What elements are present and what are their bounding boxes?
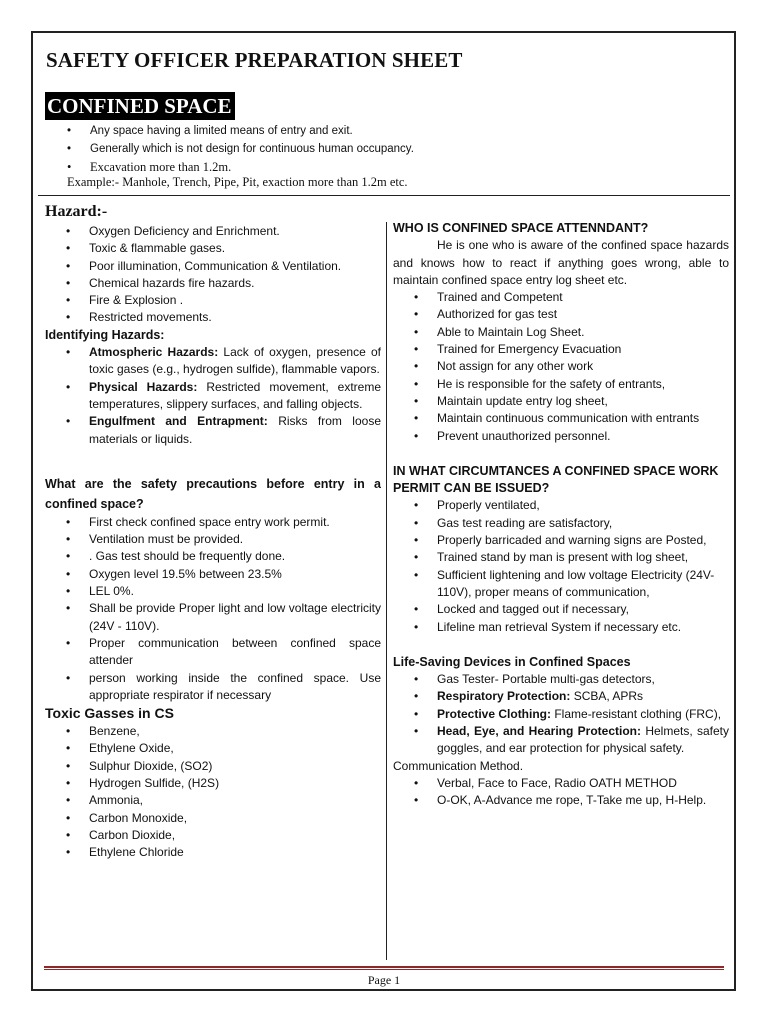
- left-column: [45, 202, 381, 862]
- item-text: Restricted movement, extreme temperatures, slippery surfaces, and falling objects.: [89, 379, 381, 411]
- list-item: • Able to Maintain Log Sheet.: [437, 324, 729, 341]
- list-item: • Locked and tagged out if necessary,: [437, 601, 729, 618]
- list-item: • Authorized for gas test: [437, 306, 729, 323]
- page-number: Page 1: [367, 973, 401, 987]
- item-label: Physical Hazards:: [89, 379, 198, 394]
- confined-space-definition-list: [90, 122, 690, 176]
- toxic-gasses-list: [45, 723, 381, 861]
- communication-heading: Communication Method.: [393, 758, 524, 773]
- list-item: [437, 723, 729, 758]
- list-item: • Hydrogen Sulfide, (H2S): [89, 775, 381, 792]
- list-item: • Ammonia,: [89, 792, 381, 809]
- attendant-heading: WHO IS CONFINED SPACE ATTENNDANT?: [393, 221, 649, 235]
- list-item: • Proper communication between confined space attender: [89, 635, 381, 670]
- confined-space-heading: CONFINED SPACE: [45, 92, 235, 120]
- item-text: Gas Tester- Portable multi-gas detectors,: [437, 672, 655, 687]
- precautions-list: [45, 514, 381, 704]
- permit-heading: IN WHAT CIRCUMTANCES A CONFINED SPACE WORK PERMIT CAN BE ISSUED?: [393, 463, 719, 496]
- item-text: SCBA, APRs: [570, 689, 644, 704]
- hazard-list: [45, 223, 381, 327]
- list-item: • Carbon Monoxide,: [89, 810, 381, 827]
- list-item: • Carbon Dioxide,: [89, 827, 381, 844]
- list-item: • Trained stand by man is present with log sheet,: [437, 549, 729, 566]
- list-item: [89, 379, 381, 414]
- list-item: • Gas test reading are satisfactory,: [437, 515, 729, 532]
- list-item: • Ethylene Chloride: [89, 844, 381, 861]
- list-item: • Maintain update entry log sheet,: [437, 393, 729, 410]
- item-text: Risks from loose materials or liquids.: [89, 414, 381, 446]
- list-item: • Oxygen level 19.5% between 23.5%: [89, 566, 381, 583]
- list-item: • Properly ventilated,: [437, 497, 729, 514]
- identifying-hazards-list: [45, 344, 381, 448]
- communication-list: [393, 775, 729, 810]
- list-item: • He is responsible for the safety of entrants,: [437, 376, 729, 393]
- list-item: • Oxygen Deficiency and Enrichment.: [89, 223, 381, 240]
- list-item: [437, 706, 729, 723]
- list-item: • O-OK, A-Advance me rope, T-Take me up, H-Help.: [437, 792, 729, 809]
- item-text: Lack of oxygen, presence of toxic gases (e.g., hydrogen sulfide), flammable vapors.: [89, 345, 381, 377]
- list-item: • Sulphur Dioxide, (SO2): [89, 758, 381, 775]
- divider-vertical: [386, 222, 387, 960]
- right-column: [393, 220, 729, 810]
- item-label: Engulfment and Entrapment:: [89, 414, 268, 429]
- list-item: • Trained for Emergency Evacuation: [437, 341, 729, 358]
- list-item: • person working inside the confined space. Use appropriate respirator if necessary: [89, 670, 381, 705]
- list-item: • Sufficient lightening and low voltage Electricity (24V-110V), proper means of communication,: [437, 567, 729, 602]
- list-item: • LEL 0%.: [89, 583, 381, 600]
- list-item: • . Gas test should be frequently done.: [89, 548, 381, 565]
- list-item: • Ventilation must be provided.: [89, 531, 381, 548]
- list-item: • Ethylene Oxide,: [89, 740, 381, 757]
- item-label: Head, Eye, and Hearing Protection:: [437, 724, 641, 739]
- footer-rule: [44, 966, 724, 968]
- list-item: [89, 344, 381, 379]
- attendant-list: [393, 289, 729, 445]
- sheet-title: SAFETY OFFICER PREPARATION SHEET: [46, 48, 463, 72]
- list-item: • First check confined space entry work permit.: [89, 514, 381, 531]
- life-saving-list: [393, 671, 729, 757]
- item-label: Atmospheric Hazards:: [89, 345, 219, 360]
- divider-horizontal: [38, 195, 730, 196]
- identifying-hazards-heading: Identifying Hazards:: [45, 327, 165, 342]
- list-item: • Lifeline man retrieval System if necessary etc.: [437, 619, 729, 636]
- item-label: Protective Clothing:: [437, 706, 552, 721]
- list-item: • Not assign for any other work: [437, 358, 729, 375]
- list-item: [437, 671, 729, 688]
- life-saving-heading: Life-Saving Devices in Confined Spaces: [393, 654, 631, 669]
- list-item: • Maintain continuous communication with entrants: [437, 410, 729, 427]
- footer-rule-thin: [44, 969, 724, 970]
- item-text: Flame-resistant clothing (FRC),: [551, 706, 722, 721]
- list-item: [89, 413, 381, 448]
- precautions-heading: What are the safety precautions before entry in a confined space?: [45, 476, 381, 511]
- list-item: • Chemical hazards fire hazards.: [89, 275, 381, 292]
- toxic-gasses-heading: Toxic Gasses in CS: [45, 705, 174, 722]
- example-line: Example:- Manhole, Trench, Pipe, Pit, exaction more than 1.2m etc.: [67, 175, 408, 189]
- attendant-paragraph: He is one who is aware of the confined space hazards and knows how to react if anything goes wrong, able to maintain confined space entry log sheet etc.: [393, 238, 729, 287]
- permit-list: [393, 497, 729, 635]
- list-item: • Toxic & flammable gases.: [89, 240, 381, 257]
- list-item: • Benzene,: [89, 723, 381, 740]
- list-item: [437, 688, 729, 705]
- list-item: • Fire & Explosion .: [89, 292, 381, 309]
- list-item: • Trained and Competent: [437, 289, 729, 306]
- item-text: Helmets, safety goggles, and ear protection for physical safety.: [437, 724, 730, 756]
- item-label: Respiratory Protection:: [437, 689, 571, 704]
- list-item: • Poor illumination, Communication & Ventilation.: [89, 258, 381, 275]
- list-item: • Excavation more than 1.2m.: [90, 158, 690, 176]
- list-item: • Verbal, Face to Face, Radio OATH METHOD: [437, 775, 729, 792]
- hazard-heading: Hazard:-: [45, 203, 108, 220]
- list-item: • Restricted movements.: [89, 309, 381, 326]
- list-item: • Generally which is not design for continuous human occupancy.: [90, 140, 690, 158]
- list-item: • Any space having a limited means of entry and exit.: [90, 122, 690, 140]
- list-item: • Prevent unauthorized personnel.: [437, 428, 729, 445]
- list-item: • Properly barricaded and warning signs are Posted,: [437, 532, 729, 549]
- list-item: • Shall be provide Proper light and low voltage electricity (24V - 110V).: [89, 600, 381, 635]
